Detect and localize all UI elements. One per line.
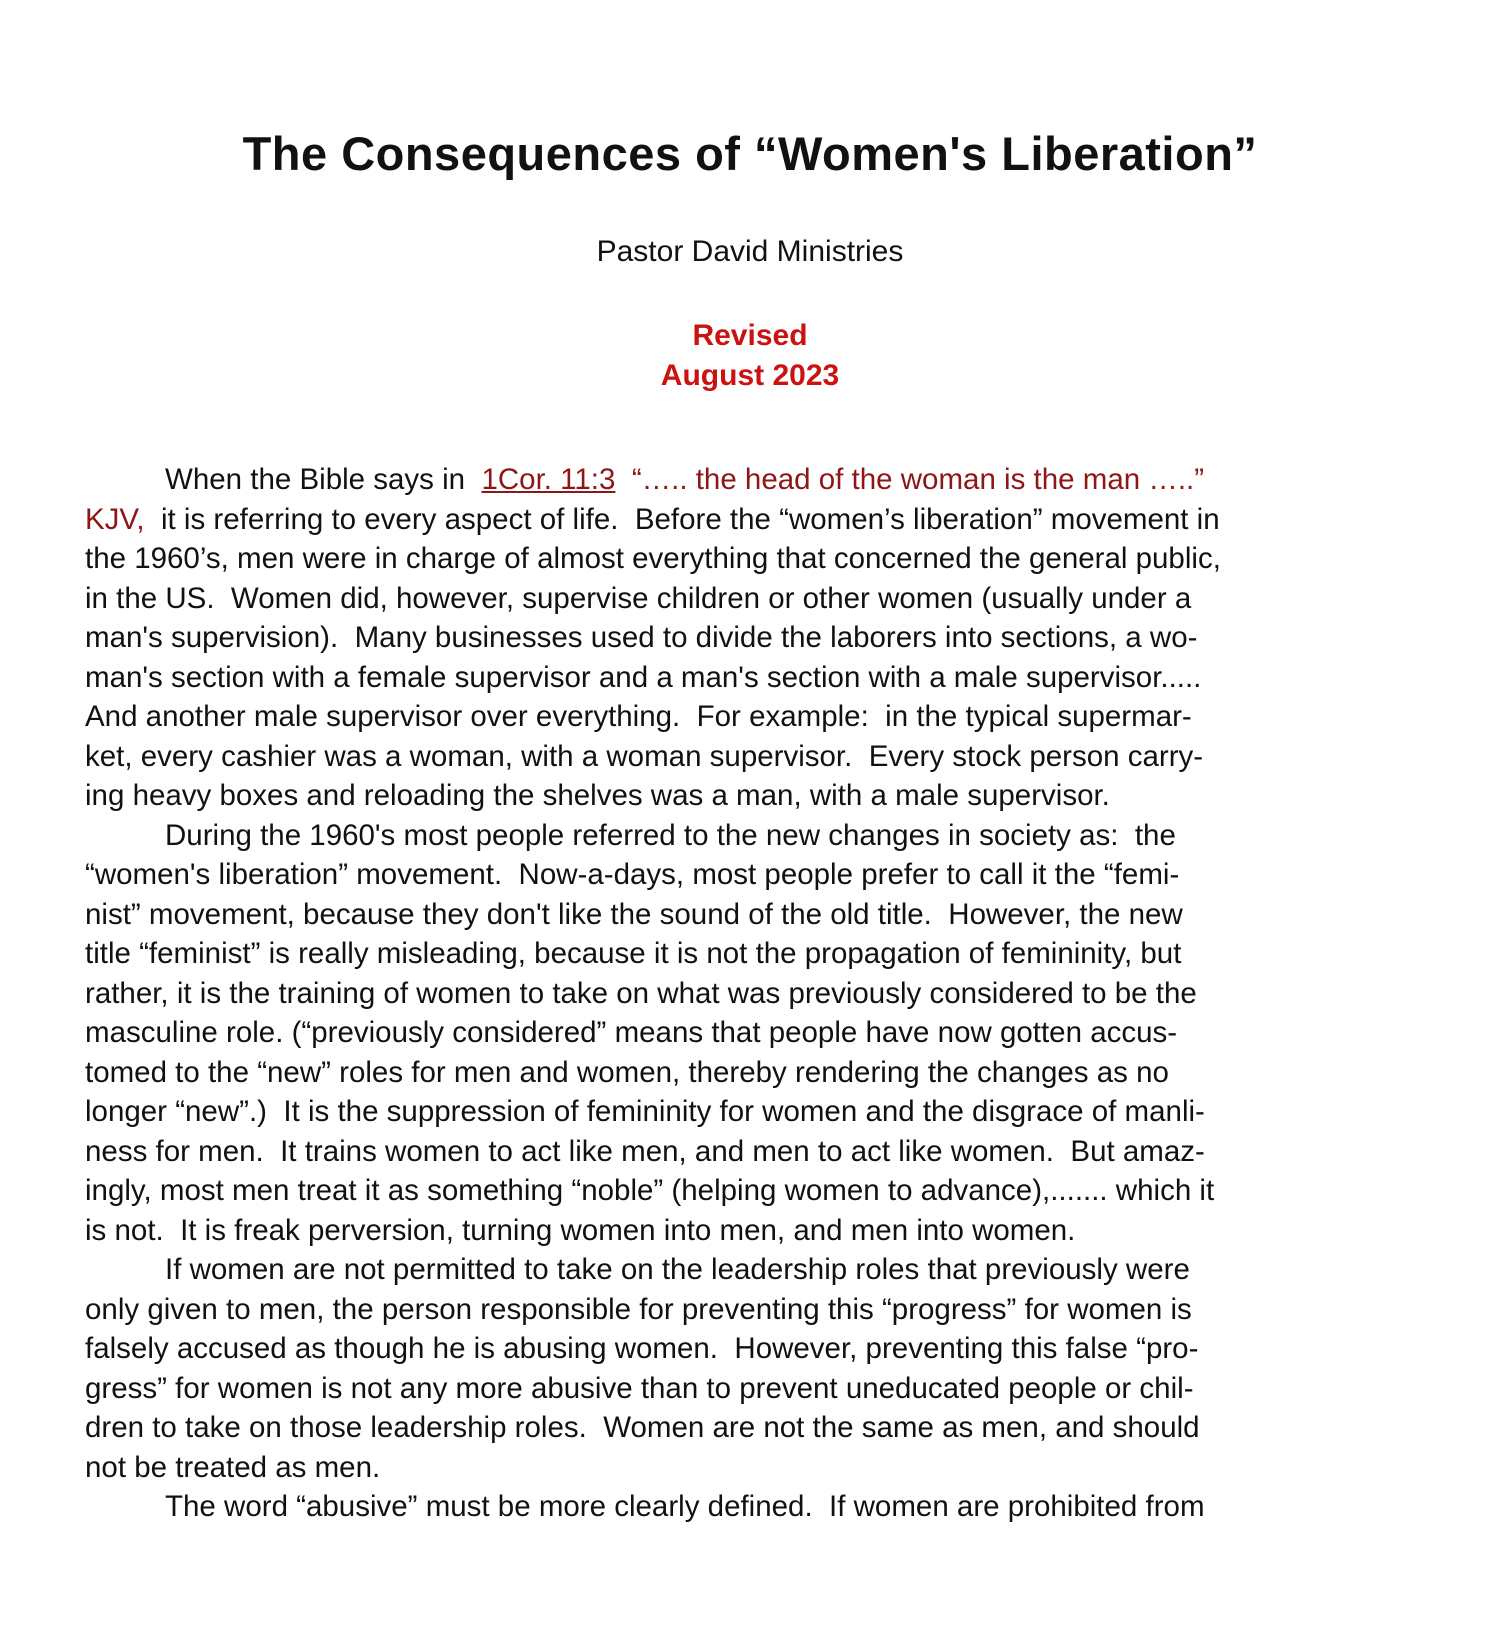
text-line [85,855,1415,895]
body-text-segment: in the US. Women did, however, supervise children or other women (usually under a [85,581,1192,615]
body-text-segment: is not. It is freak perversion, turning women into men, and men into women. [85,1213,1076,1247]
body-text-segment: longer “new”.) It is the suppression of femininity for women and the disgrace of manli- [85,1095,1205,1128]
paragraph [85,816,1415,1251]
text-line [85,1487,1415,1527]
body-text-segment: man's supervision). Many businesses used to divide the laborers into sections, a wo- [85,621,1198,654]
body-text-segment: During the 1960's most people referred to the new changes in society as: the [165,818,1176,852]
revision-label: Revised [692,319,808,352]
body-text-segment: man's section with a female supervisor and a man's section with a male supervisor..... [85,660,1202,694]
revision-note [85,316,1415,396]
body-text-segment: tomed to the “new” roles for men and women, thereby rendering the changes as no [85,1055,1169,1089]
text-line [85,460,1415,500]
body-text-segment: not be treated as men. [85,1450,381,1484]
body-text-segment: the 1960’s, men were in charge of almost everything that concerned the general public, [85,542,1221,575]
scripture-reference-link[interactable]: 1Cor. 11:3 [481,463,616,496]
body-text-segment: “women's liberation” movement. Now-a-days, most people prefer to call it the “femi- [85,858,1180,891]
text-line [85,1132,1415,1172]
text-line [85,1448,1415,1488]
text-line [85,618,1415,658]
text-line [85,539,1415,579]
paragraph [85,1250,1415,1487]
body-text-segment: falsely accused as though he is abusing women. However, preventing this false “pro- [85,1332,1199,1365]
text-line [85,1408,1415,1448]
body-text-segment: nist” movement, because they don't like the sound of the old title. However, the new [85,897,1183,931]
text-line [85,1092,1415,1132]
body-text-segment: masculine role. (“previously considered” means that people have now gotten accus- [85,1016,1178,1049]
text-line [85,1211,1415,1251]
body-text-segment: The word “abusive” must be more clearly defined. If women are prohibited from [165,1490,1205,1523]
text-line [85,816,1415,856]
text-line [85,1013,1415,1053]
scripture-quote-text: KJV, [85,502,145,536]
text-line [85,1053,1415,1093]
body-text-segment: rather, it is the training of women to take on what was previously considered to be the [85,976,1197,1010]
text-line [85,1329,1415,1369]
body-text-segment: And another male supervisor over everything. For example: in the typical supermar- [85,700,1192,733]
text-line [85,1250,1415,1290]
text-line [85,895,1415,935]
scripture-quote-text: “….. the head of the woman is the man …..” [631,463,1205,496]
text-line [85,1171,1415,1211]
paragraph [85,1487,1415,1527]
body-text-segment: only given to men, the person responsible for preventing this “progress” for women is [85,1292,1192,1326]
page-title: The Consequences of “Women's Liberation” [242,127,1258,180]
revision-date: August 2023 [660,359,840,392]
text-line [85,737,1415,777]
text-line [85,658,1415,698]
body-text-segment: When the Bible says in [165,463,482,496]
body-text-segment: ket, every cashier was a woman, with a woman supervisor. Every stock person carry- [85,739,1204,773]
body-text-segment: it is referring to every aspect of life. Before the “women’s liberation” movement in [144,502,1220,536]
document-page [0,128,1500,1628]
body-text-segment: ness for men. It trains women to act like men, and men to act like women. But amaz- [85,1134,1205,1168]
text-line [85,500,1415,540]
text-line [85,974,1415,1014]
body-text-segment [615,463,631,496]
document-body [85,460,1415,1527]
text-line [85,579,1415,619]
body-text-segment: gress” for women is not any more abusive than to prevent uneducated people or chil- [85,1371,1194,1405]
paragraph [85,460,1415,816]
body-text-segment: dren to take on those leadership roles. Women are not the same as men, and should [85,1411,1200,1444]
body-text-segment: title “feminist” is really misleading, because it is not the propagation of femininity, but [85,937,1182,970]
text-line [85,1290,1415,1330]
body-text-segment: ing heavy boxes and reloading the shelves was a man, with a male supervisor. [85,779,1110,812]
text-line [85,776,1415,816]
text-line [85,697,1415,737]
body-text-segment: If women are not permitted to take on the leadership roles that previously were [165,1253,1190,1286]
text-line [85,934,1415,974]
text-line [85,1369,1415,1409]
author-line: Pastor David Ministries [596,235,904,268]
body-text-segment: ingly, most men treat it as something “noble” (helping women to advance),....... which it [85,1174,1215,1207]
